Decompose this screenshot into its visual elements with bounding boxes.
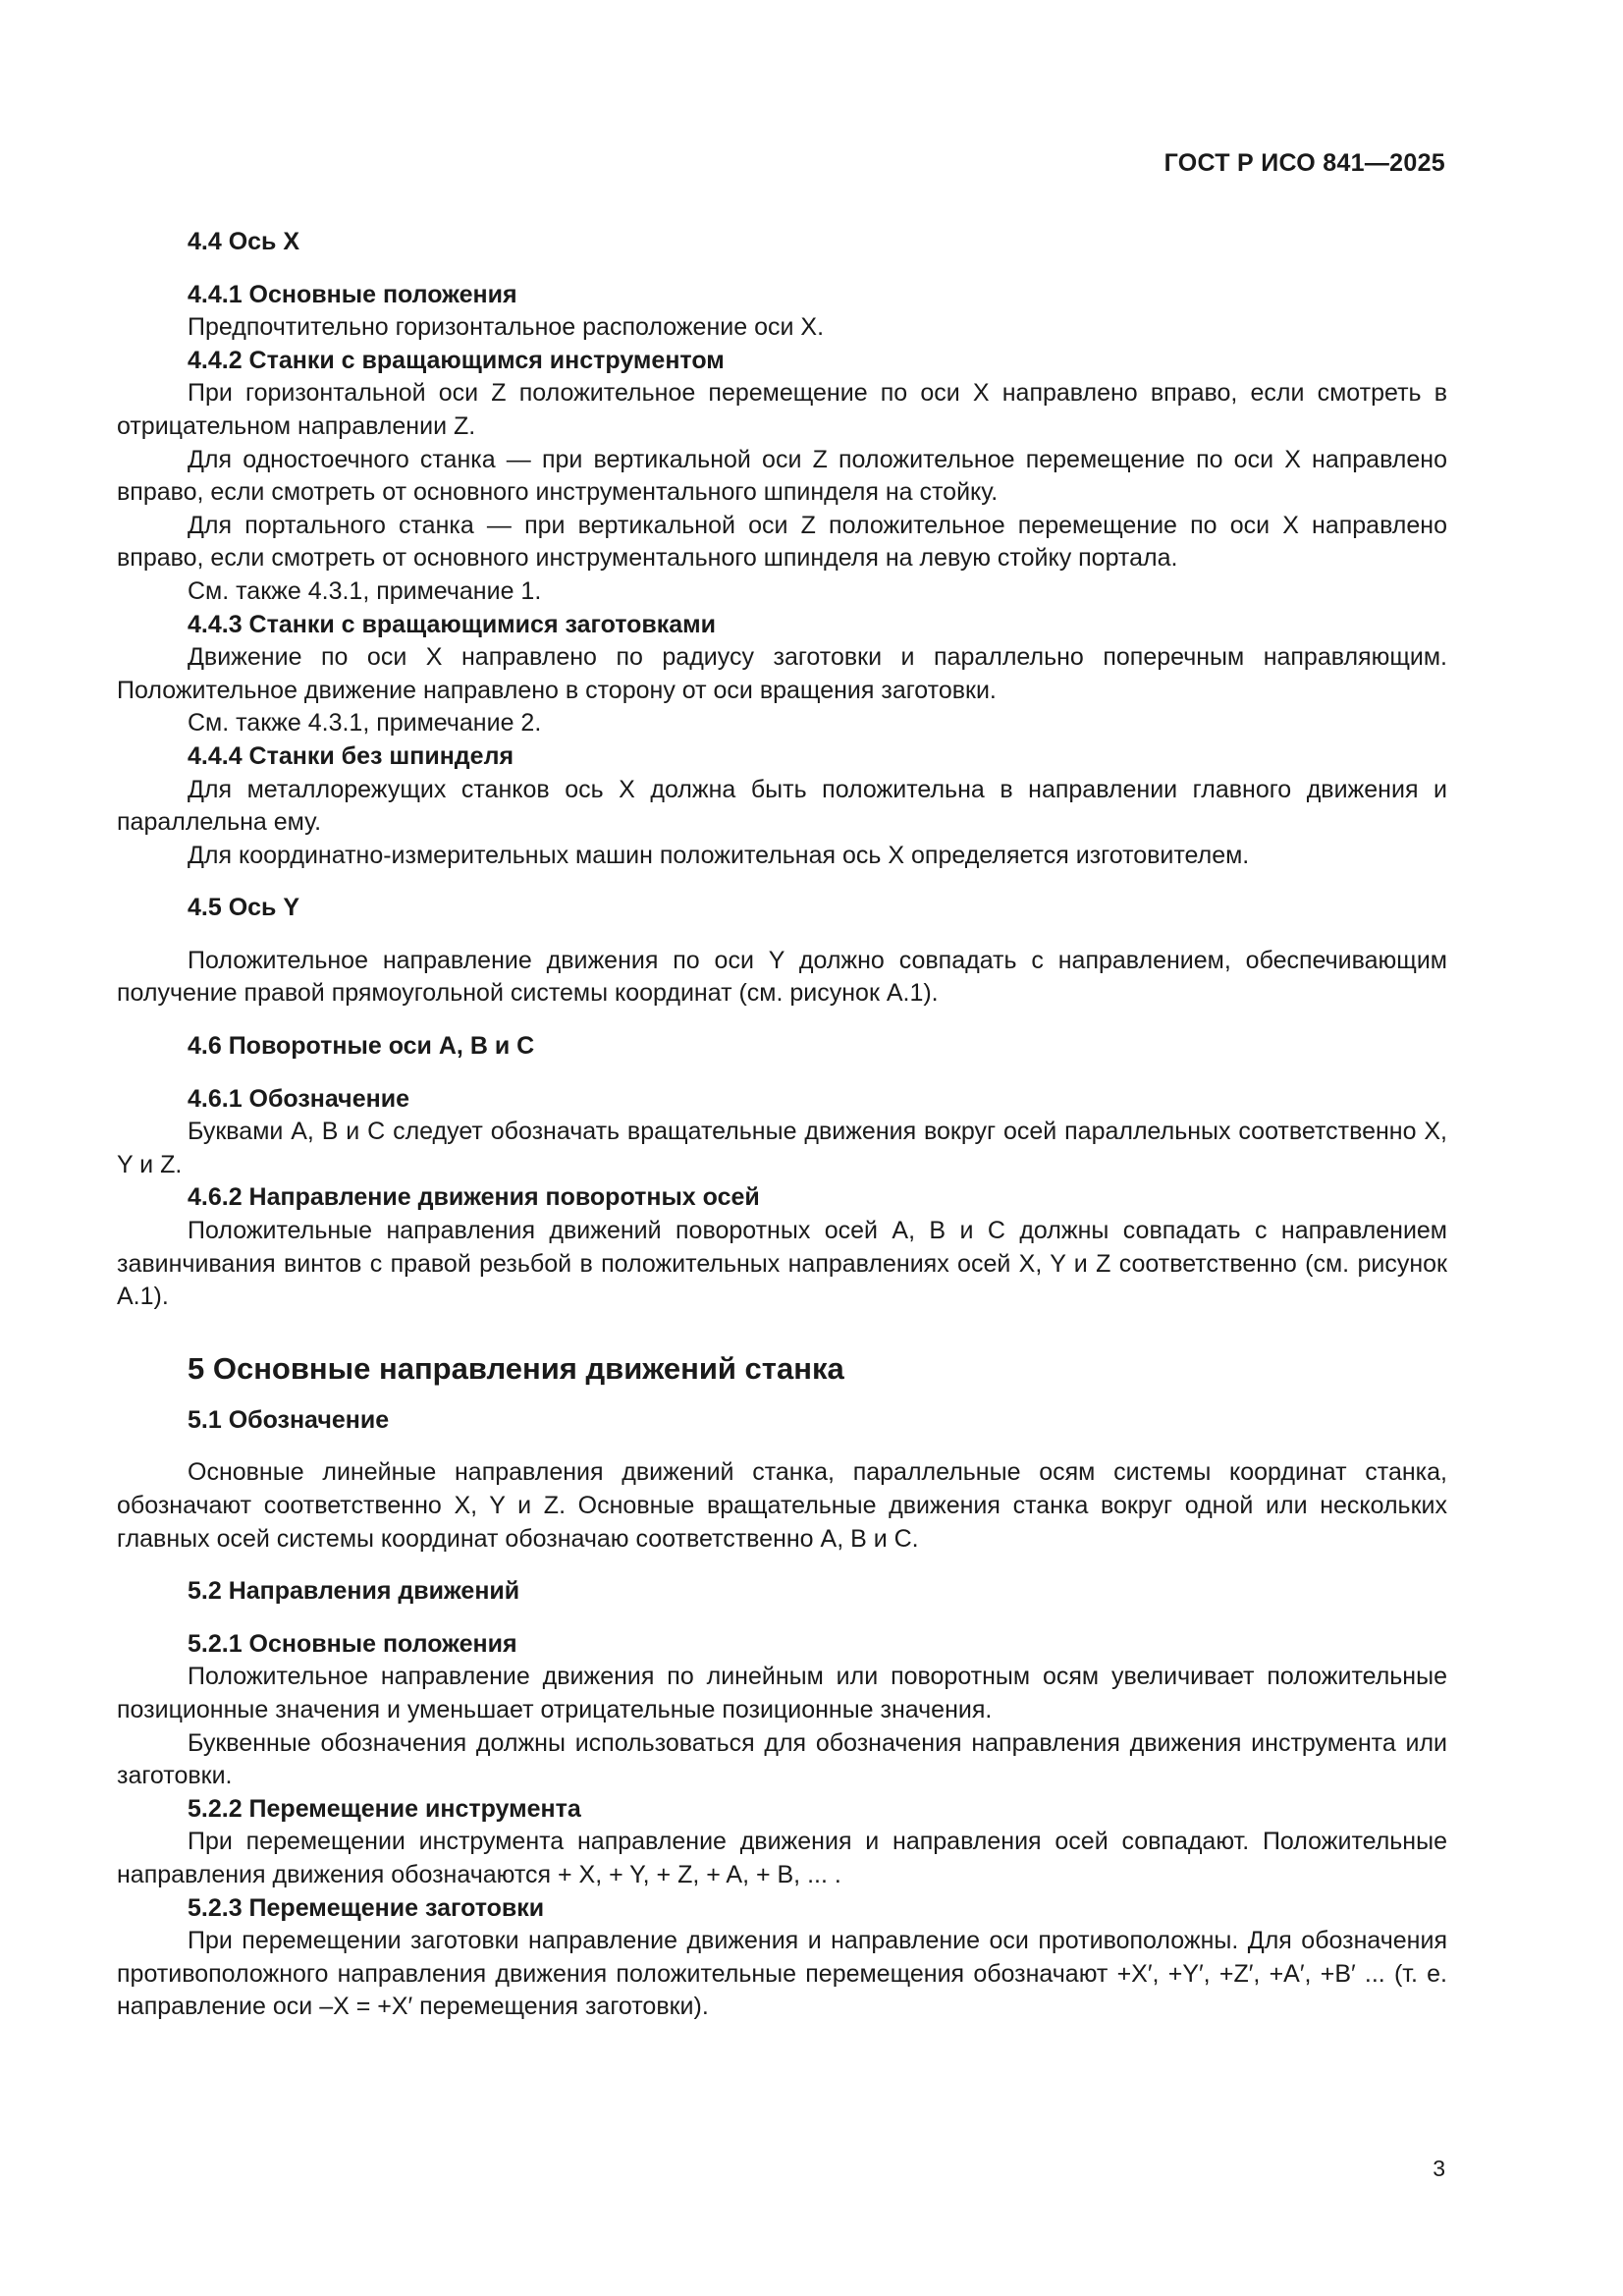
paragraph: При перемещении заготовки направление движения и направление оси противоположны. Для обозначения противоположного направления движения положительные перемещения обозначают +X′, +Y′, +Z′, +A′, +B′ ... (т. е. направление оси –X = +X′ перемещения заготовки). — [117, 1927, 1447, 2021]
section-5-2-1-title: 5.2.1 Основные положения — [188, 1629, 517, 1658]
section-5-2-title: 5.2 Направления движений — [188, 1577, 520, 1606]
document-body — [117, 226, 1447, 2024]
paragraph: См. также 4.3.1, примечание 2. — [188, 709, 542, 738]
paragraph: Для портального станка — при вертикальной оси Z положительное перемещение по оси X направлено вправо, если смотреть от основного инструментального шпинделя на левую стойку портала. — [117, 511, 1447, 573]
section-5-1-title: 5.1 Обозначение — [188, 1405, 390, 1434]
section-4-4-title: 4.4 Ось X — [188, 228, 300, 255]
section-4-4-1-title: 4.4.1 Основные положения — [188, 280, 517, 308]
section-4-6-title: 4.6 Поворотные оси A, B и C — [188, 1032, 535, 1061]
paragraph: Буквенные обозначения должны использоваться для обозначения направления движения инструмента или заготовки. — [117, 1728, 1447, 1790]
section-5-2-3-title: 5.2.3 Перемещение заготовки — [188, 1893, 545, 1922]
section-4-4-4-title: 4.4.4 Станки без шпинделя — [188, 741, 514, 770]
page-number: 3 — [1433, 2156, 1445, 2181]
section-5-title: 5 Основные направления движений станка — [188, 1350, 844, 1386]
section-4-4-3-title: 4.4.3 Станки с вращающимися заготовками — [188, 610, 717, 638]
section-4-6-2-title: 4.6.2 Направление движения поворотных осей — [188, 1183, 760, 1212]
section-4-5-title: 4.5 Ось Y — [188, 894, 300, 922]
section-4-4-2-title: 4.4.2 Станки с вращающимся инструментом — [188, 346, 725, 374]
paragraph: Положительное направление движения по оси Y должно совпадать с направлением, обеспечивающим получение правой прямоугольной системы координат (см. рисунок А.1). — [117, 946, 1447, 1008]
paragraph: Положительные направления движений поворотных осей A, B и C должны совпадать с направлением завинчивания винтов с правой резьбой в положительных направлениях осей X, Y и Z соответственно (см. рисунок А.1). — [117, 1217, 1447, 1311]
paragraph: Предпочтительно горизонтальное расположение оси X. — [188, 313, 825, 342]
paragraph: Основные линейные направления движений станка, параллельные осям системы координат станка, обозначают соответственно X, Y и Z. Основные вращательные движения станка вокруг одной или нескольких главных осей системы координат обозначаю соответственно A, B и C. — [117, 1458, 1447, 1553]
paragraph: См. также 4.3.1, примечание 1. — [188, 576, 542, 605]
paragraph: Для одностоечного станка — при вертикальной оси Z положительное перемещение по оси X направлено вправо, если смотреть от основного инструментального шпинделя на стойку. — [117, 445, 1447, 507]
document-id: ГОСТ Р ИСО 841—2025 — [1163, 149, 1445, 177]
paragraph: Буквами A, B и C следует обозначать вращательные движения вокруг осей параллельных соответственно X, Y и Z. — [117, 1118, 1447, 1178]
paragraph: Положительное направление движения по линейным или поворотным осям увеличивает положительные позиционные значения и уменьшает отрицательные позиционные значения. — [117, 1663, 1447, 1723]
paragraph: Для металлорежущих станков ось X должна быть положительна в направлении главного движения и параллельна ему. — [117, 775, 1447, 837]
section-5-2-2-title: 5.2.2 Перемещение инструмента — [188, 1794, 581, 1823]
paragraph: При перемещении инструмента направление движения и направления осей совпадают. Положительные направления движения обозначаются + X, + Y, + Z, + A, + B, ... . — [117, 1828, 1447, 1888]
paragraph: Для координатно-измерительных машин положительная ось X определяется изготовителем. — [188, 841, 1250, 869]
paragraph: При горизонтальной оси Z положительное перемещение по оси X направлено вправо, если смотреть в отрицательном направлении Z. — [117, 379, 1447, 440]
paragraph: Движение по оси X направлено по радиусу заготовки и параллельно поперечным направляющим. Положительное движение направлено в сторону от оси вращения заготовки. — [117, 643, 1447, 704]
section-4-6-1-title: 4.6.1 Обозначение — [188, 1084, 409, 1113]
